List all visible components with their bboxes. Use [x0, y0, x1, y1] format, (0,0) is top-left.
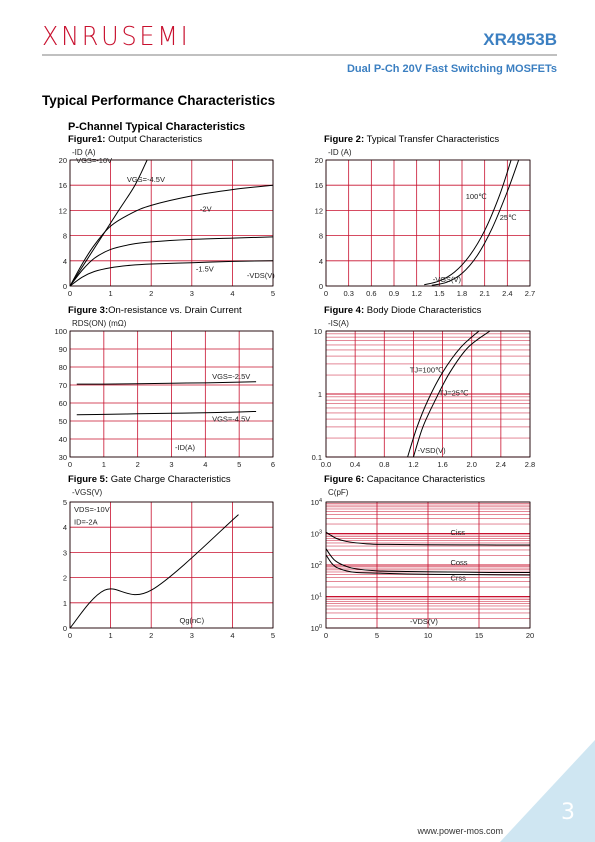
y-tick-label: 0.1: [311, 453, 322, 462]
x-tick-label: 10: [423, 631, 433, 640]
y-tick-label: 16: [314, 181, 323, 191]
x-tick-label: 2.0: [466, 460, 477, 469]
figure2-title: Figure 2: Typical Transfer Characteristics: [324, 134, 500, 145]
figure6-svg: [310, 498, 535, 640]
subsection-title: P-Channel Typical Characteristics: [68, 121, 246, 133]
y-tick-label: 4: [318, 256, 323, 266]
x-tick-label: 4: [230, 289, 235, 298]
page-number: 3: [561, 800, 575, 825]
y-tick-label: 0: [62, 282, 67, 291]
y-tick-label: 1: [317, 390, 322, 399]
curve-label: VGS=-4.5V: [212, 414, 251, 424]
curve-label: ID=-2A: [74, 517, 98, 527]
x-tick-label: 3: [189, 631, 194, 640]
x-tick-label: 3: [189, 289, 194, 298]
x-tick-label: 5: [374, 631, 380, 640]
part-number: XR4953B: [483, 30, 557, 49]
x-axis-label: -VGS(V): [432, 275, 462, 285]
x-tick-label: 1.6: [437, 460, 448, 469]
x-tick-label: 1: [101, 460, 106, 469]
curve-label: 25℃: [499, 212, 517, 222]
x-tick-label: 1.2: [411, 289, 422, 298]
series-line: [70, 515, 238, 628]
x-axis-label: -VDS(V): [246, 270, 275, 280]
figure1-svg: [58, 156, 276, 298]
y-tick-label: 20: [314, 156, 323, 165]
y-tick-label: 0: [318, 282, 323, 291]
y-tick-label: $10^1$: [310, 592, 322, 602]
x-tick-label: 0.6: [366, 289, 377, 298]
x-tick-label: 2.1: [479, 289, 490, 298]
x-tick-label: 4: [230, 631, 235, 640]
header-divider: [42, 54, 557, 56]
y-tick-label: 16: [58, 181, 67, 191]
x-tick-label: 1.8: [456, 289, 468, 298]
figure5-title: Figure 5: Gate Charge Characteristics: [68, 474, 231, 485]
grid: [326, 331, 530, 457]
x-tick-label: 2: [135, 460, 140, 469]
figure3-rdson-chart: [54, 327, 276, 469]
y-tick-label: 100: [54, 327, 67, 336]
y-tick-label: $10^0$: [310, 624, 322, 633]
figure3-svg: [54, 327, 276, 469]
y-tick-label: 12: [314, 206, 323, 216]
y-tick-label: 70: [58, 381, 67, 390]
y-tick-label: 1: [62, 598, 67, 608]
series-line: [424, 160, 511, 285]
x-tick-label: 0.0: [320, 460, 332, 469]
y-tick-label: 50: [58, 417, 67, 426]
x-tick-label: 2.4: [495, 460, 507, 469]
grid: [326, 160, 530, 286]
plot-frame: [326, 160, 530, 286]
x-tick-label: 3: [169, 460, 174, 469]
x-tick-label: 15: [474, 631, 484, 640]
curve-label: TJ=25℃: [438, 388, 469, 398]
figure5-gate-charge-chart: [62, 498, 276, 640]
curve-label: -1.5V: [195, 264, 214, 274]
y-tick-label: 2: [62, 573, 67, 583]
y-tick-label: 10: [313, 327, 322, 336]
x-tick-label: 5: [237, 460, 242, 469]
x-axis-label: Qg(nC): [179, 615, 205, 625]
corner-decoration: [500, 740, 595, 842]
y-tick-label: 90: [58, 345, 67, 354]
curve-label: Ciss: [450, 527, 466, 537]
curve-label: VGS=-4.5V: [126, 175, 165, 185]
y-tick-label: 60: [58, 399, 67, 408]
device-subtitle: Dual P-Ch 20V Fast Switching MOSFETs: [346, 63, 557, 75]
y-tick-label: $10^4$: [310, 498, 322, 507]
figure3-ylabel: RDS(ON) (mΩ): [72, 319, 127, 328]
x-tick-label: 0.8: [379, 460, 390, 469]
x-tick-label: 0: [67, 631, 73, 640]
figure4-title: Figure 4: Body Diode Characteristics: [324, 305, 482, 316]
x-tick-label: 5: [270, 289, 276, 298]
figure4-diode-chart: [311, 327, 536, 469]
plot-frame: [70, 160, 273, 286]
grid: [70, 331, 273, 457]
figure2-ylabel: -ID (A): [328, 148, 352, 157]
y-tick-label: 8: [62, 231, 67, 241]
figure3-title: Figure 3:On-resistance vs. Drain Current: [68, 305, 242, 316]
y-tick-label: 8: [318, 231, 323, 241]
curve-label: TJ=100℃: [409, 365, 444, 375]
x-tick-label: 2.7: [524, 289, 536, 298]
footer-website: www.power-mos.com: [417, 826, 503, 836]
figure2-svg: [314, 156, 536, 298]
figure4-ylabel: -IS(A): [328, 319, 349, 328]
figure4-svg: [311, 327, 536, 469]
x-tick-label: 20: [525, 631, 535, 640]
x-tick-label: 1.5: [434, 289, 445, 298]
brand-logo: XNRUSEMI: [42, 22, 191, 52]
curve-label: 100℃: [465, 192, 487, 202]
x-tick-label: 0: [323, 631, 329, 640]
grid: [70, 502, 273, 628]
x-tick-label: 0.3: [343, 289, 354, 298]
y-tick-label: 0: [62, 624, 67, 633]
y-tick-label: 30: [58, 453, 67, 462]
curve-label: Crss: [450, 573, 466, 583]
x-tick-label: 5: [270, 631, 276, 640]
figure2-transfer-chart: [314, 156, 536, 298]
x-tick-label: 0.9: [388, 289, 400, 298]
x-tick-label: 2: [149, 631, 154, 640]
y-tick-label: 80: [58, 363, 67, 372]
x-tick-label: 0: [67, 460, 73, 469]
y-tick-label: 4: [62, 523, 67, 533]
curve-label: VGS=-10V: [76, 156, 113, 166]
curve-label: VGS=-2.5V: [212, 372, 251, 382]
curve-label: VDS=-10V: [74, 505, 110, 515]
x-tick-label: 2: [149, 289, 154, 298]
section-title: Typical Performance Characteristics: [42, 93, 276, 108]
series-line: [70, 261, 273, 286]
y-tick-label: 12: [58, 206, 67, 216]
y-tick-label: 20: [58, 156, 67, 165]
figure6-ylabel: C(pF): [328, 488, 349, 497]
figure1-output-chart: [58, 156, 276, 298]
x-axis-label: -VSD(V): [417, 446, 446, 456]
x-axis-label: -VDS(V): [409, 616, 438, 626]
figure5-svg: [62, 498, 276, 640]
y-tick-label: 5: [62, 498, 67, 507]
x-tick-label: 1: [108, 289, 113, 298]
x-tick-label: 2.4: [502, 289, 513, 298]
plot-frame: [70, 502, 273, 628]
x-tick-label: 6: [270, 460, 276, 469]
grid: [70, 160, 273, 286]
figure1-ylabel: -ID (A): [72, 148, 96, 157]
x-tick-label: 4: [203, 460, 208, 469]
curve-label: Coss: [450, 558, 468, 567]
y-tick-label: 40: [58, 435, 67, 444]
x-tick-label: 2.8: [524, 460, 536, 469]
y-tick-label: 4: [62, 256, 67, 266]
x-axis-label: -ID(A): [175, 442, 196, 452]
figure6-capacitance-chart: [310, 498, 535, 640]
grid: [326, 502, 530, 628]
y-tick-label: $10^2$: [310, 561, 322, 570]
figure6-title: Figure 6: Capacitance Characteristics: [324, 474, 486, 485]
y-tick-label: 3: [62, 548, 67, 558]
x-tick-label: 1: [108, 631, 113, 640]
figure5-ylabel: -VGS(V): [72, 488, 103, 497]
x-tick-label: 0: [323, 289, 329, 298]
y-tick-label: $10^3$: [310, 529, 322, 539]
x-tick-label: 0.4: [349, 460, 361, 469]
figure1-title: Figure1: Output Characteristics: [68, 134, 203, 145]
x-tick-label: 0: [67, 289, 73, 298]
x-tick-label: 1.2: [408, 460, 419, 469]
curve-label: -2V: [199, 204, 212, 214]
